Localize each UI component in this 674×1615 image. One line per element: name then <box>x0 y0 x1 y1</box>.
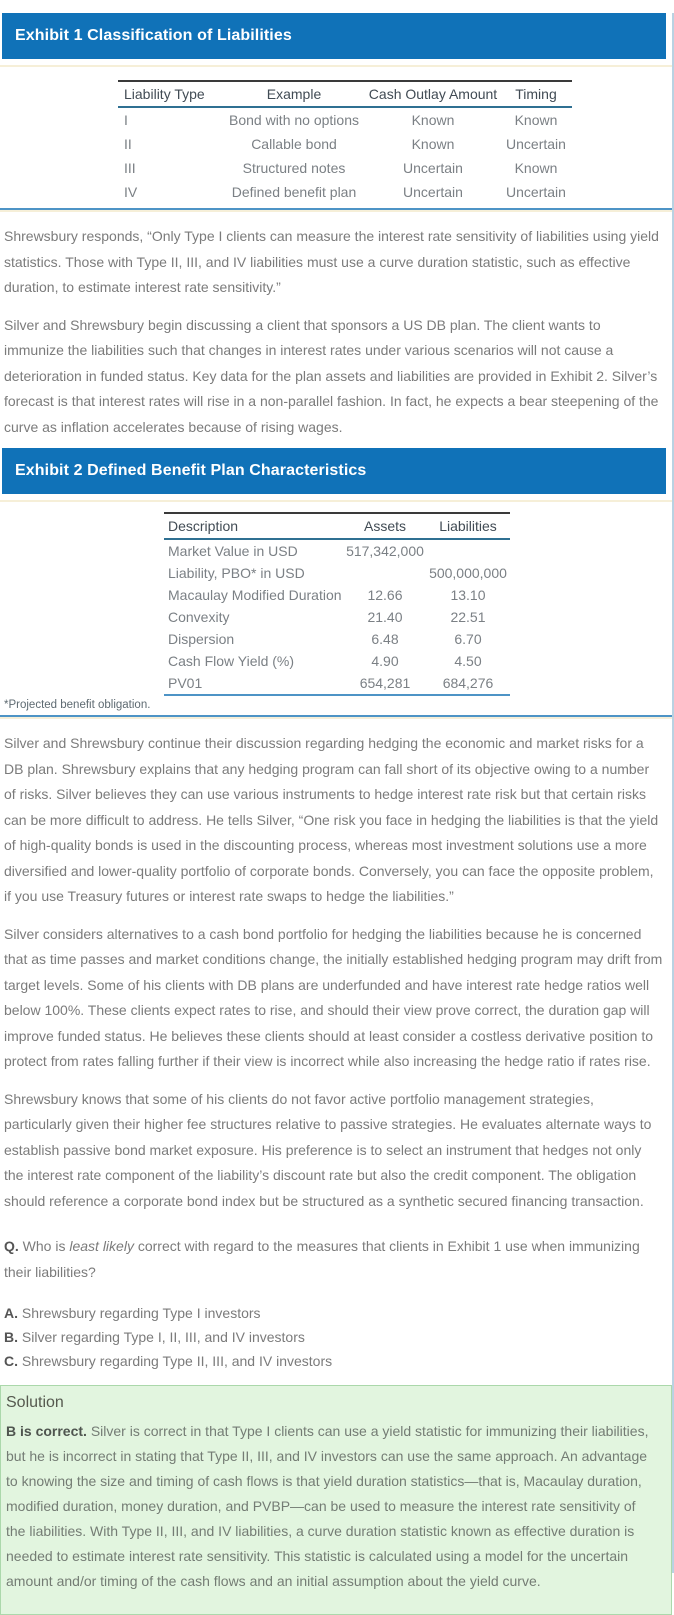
table-cell: Bond with no options <box>229 112 359 128</box>
solution-verdict: B is correct. <box>6 1423 87 1439</box>
table-cell: 517,342,000 <box>346 543 424 559</box>
question-text <box>4 1234 664 1285</box>
paragraph: Silver and Shrewsbury begin discussing a client that sponsors a US DB plan. The client wants to immunize the liabilities such that changes in interest rates under various scenarios will not cause a deterioration in funded status. Key data for the plan assets and liabilities are provided in Exhibit 2. Silver’s forecast is that interest rates will rise in a non-parallel fashion. In fact, he expects a bear steepening of the curve as inflation accelerates because of rising wages. <box>4 316 659 435</box>
table-cell: Known <box>411 136 455 152</box>
table-cell: Convexity <box>168 609 230 625</box>
paragraph: Silver and Shrewsbury continue their discussion regarding hedging the economic and market risks for a DB plan. Shrewsbury explains that any hedging program can fall short of its objective owing to a number of risks. Silver believes they can use various instruments to hedge interest rate risk but that certain risks can be more difficult to address. He tells Silver, “One risk you face in hedging the liabilities is that the yield of high-quality bonds is used in the discounting process, whereas most investment solutions use a more diversified and lower-quality portfolio of corporate bonds. Conversely, you can face the opposite problem, if you use Treasury futures or interest rate swaps to hedge the liabilities.” <box>4 735 659 904</box>
header-cell: Description <box>164 513 344 539</box>
table-cell: III <box>124 160 136 176</box>
option-letter: C. <box>4 1353 18 1369</box>
table-row <box>164 672 510 695</box>
table-cell: Known <box>514 112 558 128</box>
table-cell: Uncertain <box>506 136 566 152</box>
table-header-row <box>164 513 510 539</box>
table-row <box>118 107 572 132</box>
exhibit1-banner <box>2 13 666 59</box>
header-cell: Timing <box>500 81 572 107</box>
table-cell: 12.66 <box>367 587 403 603</box>
exhibit1-title: Exhibit 1 Classification of Liabilities <box>15 27 292 44</box>
table-row <box>164 539 510 562</box>
header-cell: Assets <box>344 513 426 539</box>
solution-body: Silver is correct in that Type I clients can use a yield statistic for immunizing their liabilities, but he is incorrect in stating that Type II, III, and IV investors can use the same approach. An advantage to knowing the size and timing of cash flows is that yield duration statistics—that is, Macaulay duration, modified duration, money duration, and PVBP—can be used to measure the interest rate sensitivity of the liabilities. With Type II, III, and IV liabilities, a curve duration statistic known as effective duration is needed to estimate interest rate sensitivity. This statistic is calculated using a model for the uncertain amount and/or timing of the cash flows and an initial assumption about the yield curve. <box>6 1423 649 1589</box>
section-divider <box>0 715 672 719</box>
table-cell: 13.10 <box>450 587 486 603</box>
table-cell: II <box>124 136 132 152</box>
table-cell: 4.50 <box>454 653 482 669</box>
paragraph: Silver considers alternatives to a cash bond portfolio for hedging the liabilities because he is concerned that as time passes and market conditions change, the initially established hedging program may drift from target levels. Some of his clients with DB plans are underfunded and have interest rate hedge ratios well below 100%. These clients expect rates to rise, and should their view prove correct, the duration gap will improve funded status. He believes these clients should at least consider a costless derivative position to protect from rates falling further if their view is incorrect while also increasing the hedge ratio if rates rise. <box>4 925 663 1069</box>
page <box>0 13 674 1589</box>
table-cell: I <box>124 112 128 128</box>
question-rest: correct with regard to the measures that clients in Exhibit 1 use when immunizing their liabilities? <box>4 1238 640 1280</box>
option-letter: A. <box>4 1305 18 1321</box>
exhibit2-title: Exhibit 2 Defined Benefit Plan Characteristics <box>15 462 367 479</box>
table-row <box>164 628 510 650</box>
table-cell: Dispersion <box>168 631 235 647</box>
question-prefix: Q. <box>4 1238 19 1254</box>
answer-option-a <box>4 1301 664 1325</box>
table-cell: 654,281 <box>344 672 426 695</box>
table-cell: Callable bond <box>251 136 337 152</box>
table-cell: Uncertain <box>403 160 463 176</box>
cream-rule <box>0 500 672 502</box>
table-row <box>164 650 510 672</box>
table-cell: 22.51 <box>450 609 486 625</box>
table-row <box>164 606 510 628</box>
exhibit1-table <box>118 80 572 204</box>
table-row <box>118 180 572 204</box>
solution-text <box>6 1419 657 1594</box>
table-cell: 6.48 <box>371 631 399 647</box>
answer-option-b <box>4 1325 664 1349</box>
table-cell <box>344 562 426 584</box>
header-cell: Liability Type <box>118 81 222 107</box>
table-row <box>118 156 572 180</box>
question-emphasis: least likely <box>69 1238 134 1254</box>
table-row <box>164 562 510 584</box>
header-cell: Liabilities <box>426 513 510 539</box>
header-cell: Cash Outlay Amount <box>366 81 500 107</box>
table-footnote: *Projected benefit obligation. <box>4 699 151 711</box>
solution-heading: Solution <box>6 1394 64 1411</box>
table-cell: 21.40 <box>367 609 403 625</box>
table-row <box>118 132 572 156</box>
table-cell: IV <box>124 184 138 200</box>
table-cell: Macaulay Modified Duration <box>168 587 342 603</box>
section-divider <box>0 208 672 212</box>
table-cell: Known <box>411 112 455 128</box>
option-letter: B. <box>4 1329 18 1345</box>
table-cell: Uncertain <box>506 184 566 200</box>
table-cell: Market Value in USD <box>168 543 298 559</box>
cream-rule <box>0 65 672 67</box>
table-cell: 6.70 <box>454 631 482 647</box>
table-cell: Uncertain <box>403 184 463 200</box>
table-cell: Defined benefit plan <box>231 184 357 200</box>
option-text: Shrewsbury regarding Type I investors <box>18 1305 261 1321</box>
option-text: Shrewsbury regarding Type II, III, and IV investors <box>18 1353 333 1369</box>
question-lead: Who is <box>18 1238 70 1254</box>
table-cell: 500,000,000 <box>429 565 507 581</box>
header-cell: Example <box>222 81 366 107</box>
table-cell: Known <box>514 160 558 176</box>
table-cell: Liability, PBO* in USD <box>168 565 305 581</box>
answer-option-c <box>4 1349 664 1373</box>
answer-options <box>4 1301 664 1373</box>
table-header-row <box>118 81 572 107</box>
exhibit2-table <box>164 512 510 696</box>
solution-panel <box>0 1385 672 1615</box>
exhibit2-banner <box>2 448 666 494</box>
option-text: Silver regarding Type I, II, III, and IV investors <box>18 1329 305 1345</box>
table-cell: 684,276 <box>426 672 510 695</box>
table-cell: 4.90 <box>371 653 399 669</box>
table-row <box>164 584 510 606</box>
paragraph: Shrewsbury knows that some of his clients do not favor active portfolio management strategies, particularly given their higher fee structures relative to passive strategies. He evaluates alternate ways to establish passive bond market exposure. His preference is to select an instrument that hedges not only the interest rate component of the liability’s discount rate but also the credit component. The obligation should reference a corporate bond index but be structured as a synthetic secured financing transaction. <box>4 1090 652 1209</box>
table-cell <box>426 539 510 562</box>
table-cell: PV01 <box>164 672 344 695</box>
paragraph: Shrewsbury responds, “Only Type I clients can measure the interest rate sensitivity of liabilities using yield statistics. Those with Type II, III, and IV liabilities must use a curve duration statistic, such as effective duration, to estimate interest rate sensitivity.” <box>4 228 659 295</box>
table-cell: Structured notes <box>242 160 346 176</box>
table-cell: Cash Flow Yield (%) <box>168 653 295 669</box>
